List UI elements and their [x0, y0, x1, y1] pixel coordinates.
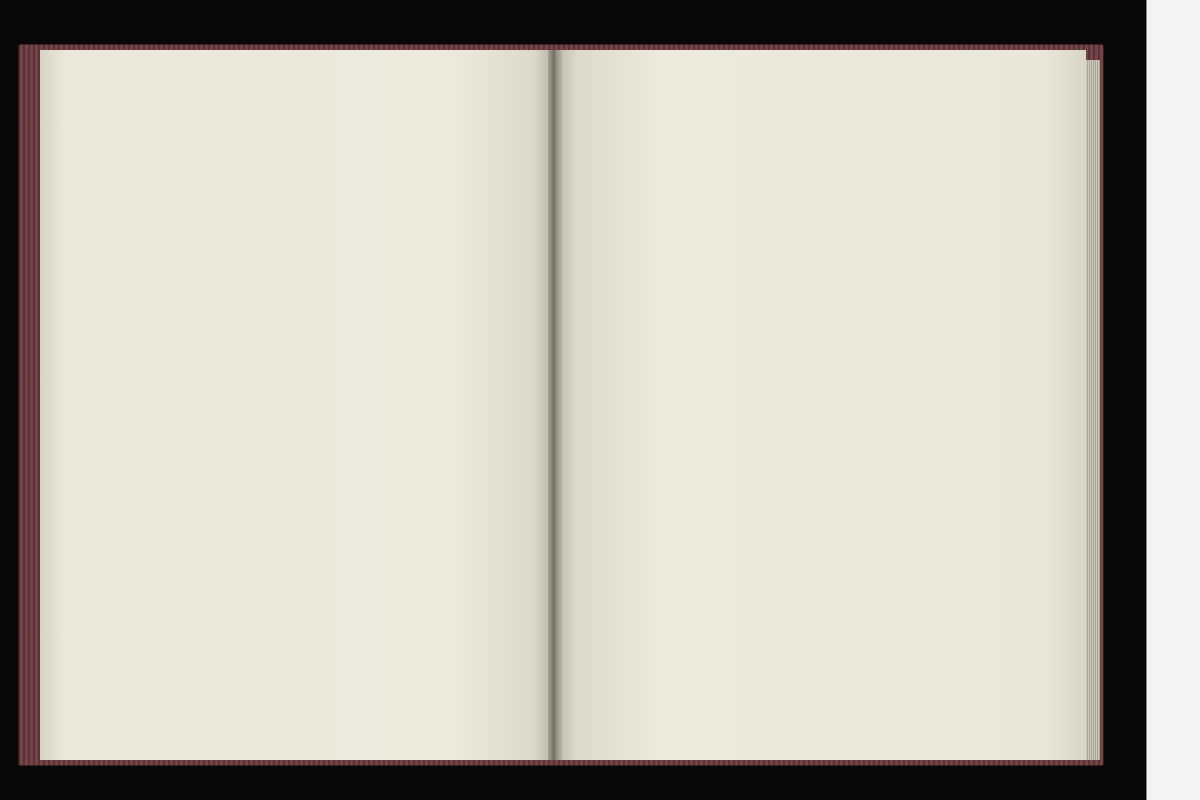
- page-edges: [1086, 60, 1100, 760]
- right-page: [556, 50, 1086, 760]
- book-gutter: [548, 50, 562, 760]
- ruler-ticks: [1147, 0, 1169, 800]
- left-page: [40, 50, 554, 760]
- measurement-ruler: [1146, 0, 1200, 800]
